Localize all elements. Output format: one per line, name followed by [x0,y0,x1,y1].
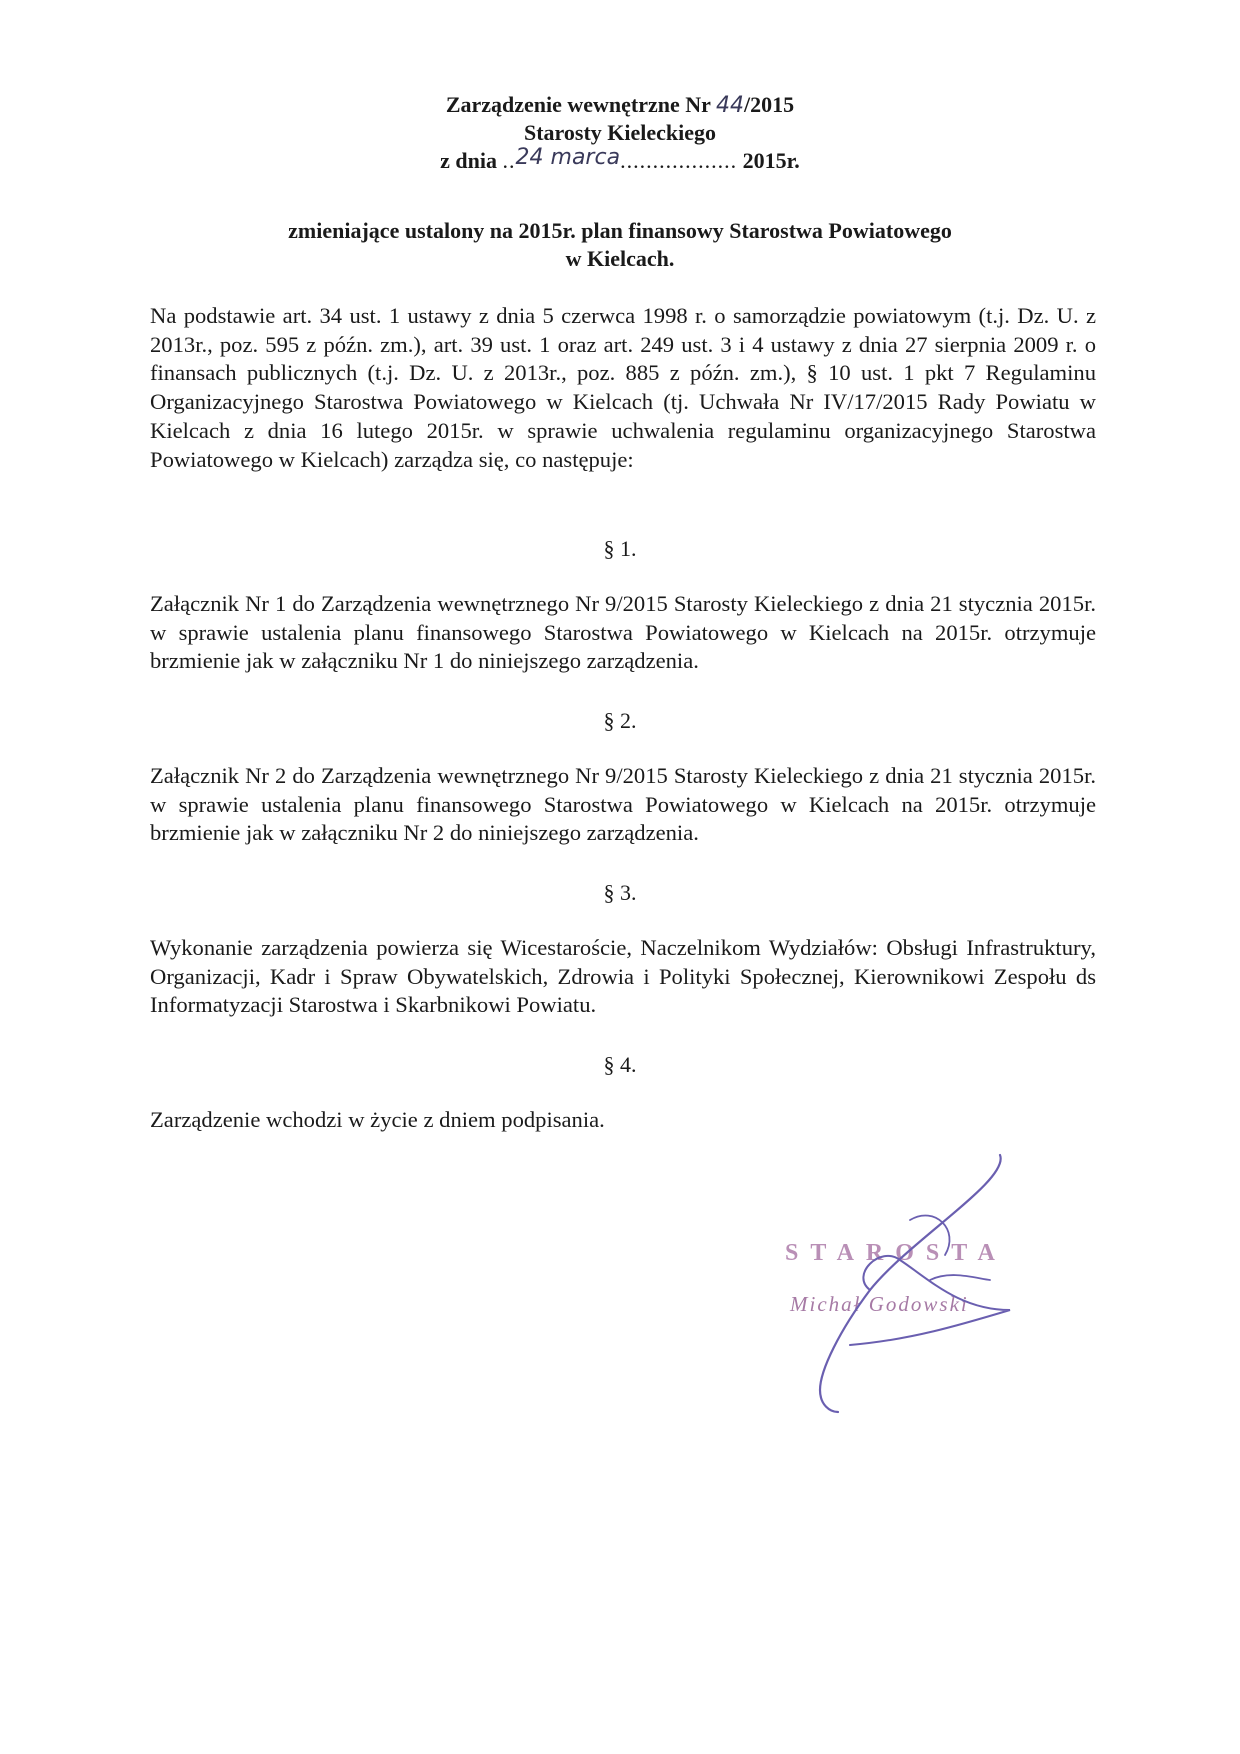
handwritten-signature [760,1150,1040,1430]
stamp-title: STAROSTA [785,1240,1007,1266]
order-date [150,145,1090,174]
section-mark-1: § 1. [603,536,637,561]
order-title [150,92,1090,118]
section-text-3: Wykonanie zarządzenia powierza się Wicestaroście, Naczelnikom Wydziałów: Obsługi Infrastruktury, Organizacji, Kadr i Spraw Obywatelskich, Zdrowia i Polityki Społecznej, Kierownikowi Zespołu ds Informatyzacji Starostwa i Skarbnikowi Powiatu. [150,935,1096,1018]
stamp-name: Michał Godowski [790,1292,969,1316]
title-suffix: /2015 [744,92,795,117]
section-mark-2: § 2. [603,708,637,733]
order-authority: Starosty Kieleckiego [523,120,717,145]
section-text-4: Zarządzenie wchodzi w życie z dniem podpisania. [150,1107,605,1132]
date-dots-left: .. [502,148,516,173]
section-mark-4: § 4. [603,1052,637,1077]
preamble-paragraph: Na podstawie art. 34 ust. 1 ustawy z dnia 5 czerwca 1998 r. o samorządzie powiatowym (t.j. Dz. U. z 2013r., poz. 595 z późn. zm.), art. 39 ust. 1 oraz art. 249 ust. 3 i 4 ustawy z dnia 27 sierpnia 2009 r. o finansach publicznych (t.j. Dz. U. z 2013r., poz. 885 z późn. zm.), § 10 ust. 1 pkt 7 Regulaminu Organizacyjnego Starostwa Powiatowego w Kielcach (tj. Uchwała Nr IV/17/2015 Rady Powiatu w Kielcach z dnia 16 lutego 2015r. w sprawie uchwalenia regulaminu organizacyjnego Starostwa Powiatowego w Kielcach) zarządza się, co następuje: [150,303,1096,472]
subject-line-2: w Kielcach. [565,246,675,271]
date-dots-right: .................. [620,148,738,173]
date-prefix: z dnia [440,148,498,173]
handwritten-number: 44 [716,93,745,118]
date-suffix: 2015r. [742,148,800,173]
subject-line-1: zmieniające ustalony na 2015r. plan finansowy Starostwa Powiatowego [288,218,952,243]
section-text-2: Załącznik Nr 2 do Zarządzenia wewnętrznego Nr 9/2015 Starosty Kieleckiego z dnia 21 stycznia 2015r. w sprawie ustalenia planu finansowego Starostwa Powiatowego w Kielcach na 2015r. otrzymuje brzmienie jak w załączniku Nr 2 do niniejszego zarządzenia. [150,763,1096,846]
title-prefix: Zarządzenie wewnętrzne Nr [445,92,711,117]
handwritten-date: 24 marca [515,145,621,170]
section-text-1: Załącznik Nr 1 do Zarządzenia wewnętrznego Nr 9/2015 Starosty Kieleckiego z dnia 21 stycznia 2015r. w sprawie ustalenia planu finansowego Starostwa Powiatowego w Kielcach na 2015r. otrzymuje brzmienie jak w załączniku Nr 1 do niniejszego zarządzenia. [150,591,1096,674]
section-mark-3: § 3. [603,880,637,905]
